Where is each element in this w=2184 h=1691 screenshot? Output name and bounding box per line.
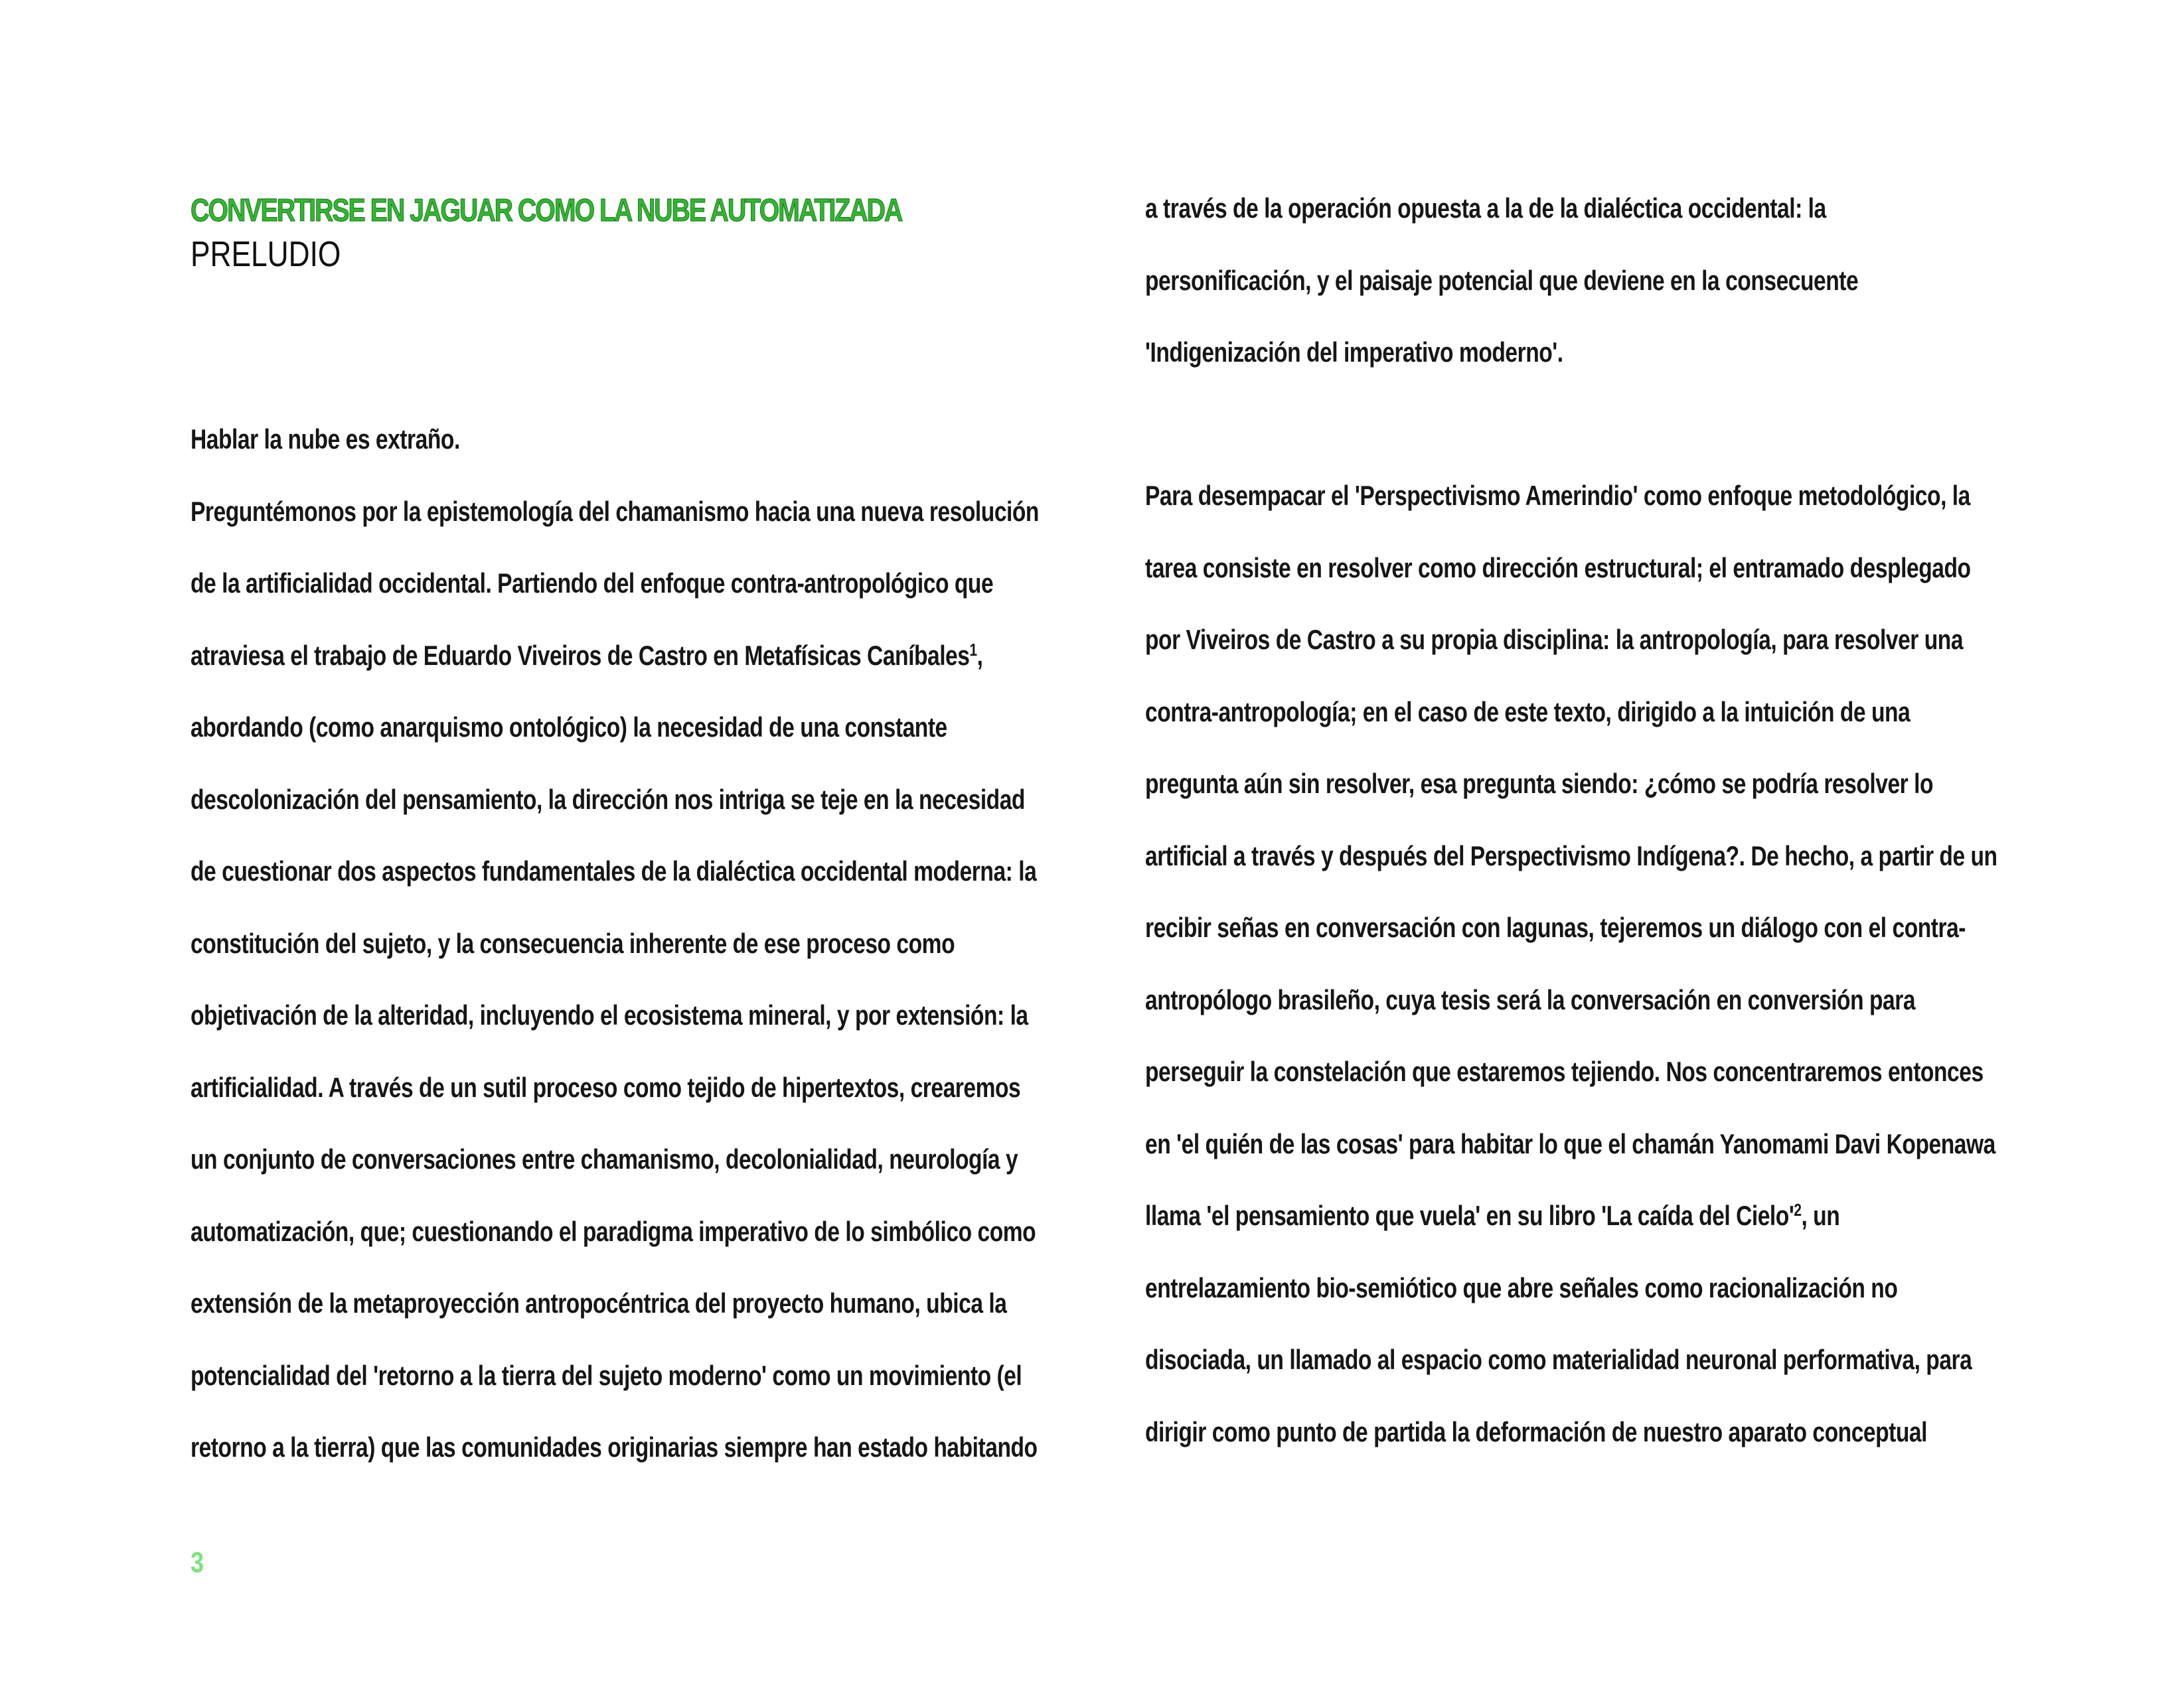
right-column-paragraph: [1145, 460, 2028, 1468]
right-column-continuation: [1145, 173, 2028, 389]
text-line-with-footnote: [1145, 1180, 1839, 1252]
section-title: PRELUDIO: [191, 234, 341, 274]
text-line: por Viveiros de Castro a su propia disciplina: la antropología, para resolver una: [1145, 624, 1964, 655]
text-line: 'Indigenización del imperativo moderno'.: [1145, 336, 1563, 368]
text-line: potencialidad del 'retorno a la tierra del sujeto moderno' como un movimiento (el: [191, 1359, 1022, 1391]
text-line: llama 'el pensamiento que vuela' en su libro 'La caída del Cielo': [1145, 1200, 1794, 1231]
text-line-with-footnote: [191, 620, 982, 692]
footnote-ref-2[interactable]: 2: [1794, 1200, 1802, 1220]
chapter-title: CONVERTIRSE EN JAGUAR COMO LA NUBE AUTOMATIZADA: [191, 193, 902, 228]
text-line: perseguir la constelación que estaremos tejiendo. Nos concentraremos entonces: [1145, 1056, 1984, 1087]
text-line: un conjunto de conversaciones entre chamanismo, decolonialidad, neurología y: [191, 1143, 1018, 1175]
footnote-trailing-text: , un: [1801, 1200, 1840, 1231]
text-line: artificialidad. A través de un sutil proceso como tejido de hipertextos, crearemos: [191, 1071, 1021, 1103]
opening-sentence: [191, 404, 1053, 476]
text-line: constitución del sujeto, y la consecuencia inherente de ese proceso como: [191, 927, 955, 959]
text-line: extensión de la metaproyección antropocéntrica del proyecto humano, ubica la: [191, 1287, 1007, 1319]
footnote-ref-1[interactable]: 1: [969, 639, 977, 660]
paragraph-intro: [191, 476, 1053, 1484]
text-line: atraviesa el trabajo de Eduardo Viveiros de Castro en Metafísicas Caníbales: [191, 639, 970, 671]
text-line: objetivación de la alteridad, incluyendo el ecosistema mineral, y por extensión: la: [191, 999, 1028, 1031]
text-line: antropólogo brasileño, cuya tesis será la conversación en conversión para: [1145, 984, 1916, 1015]
text-line: retorno a la tierra) que las comunidades originarias siempre han estado habitando: [191, 1432, 1038, 1463]
text-line: descolonización del pensamiento, la dirección nos intriga se teje en la necesidad: [191, 783, 1025, 815]
paragraph-continuation: [1145, 173, 2028, 389]
text-line: contra-antropología; en el caso de este texto, dirigido a la intuición de una: [1145, 696, 1911, 727]
text-line: Para desempacar el 'Perspectivismo Amerindio' como enfoque metodológico, la: [1145, 480, 1970, 511]
text-line: de la artificialidad occidental. Partiendo del enfoque contra-antropológico que: [191, 567, 994, 599]
text-line: entrelazamiento bio-semiótico que abre señales como racionalización no: [1145, 1272, 1898, 1303]
text-line: abordando (como anarquismo ontológico) la necesidad de una constante: [191, 711, 947, 743]
text-line: automatización, que; cuestionando el paradigma imperativo de lo simbólico como: [191, 1215, 1036, 1247]
page-number: 3: [191, 1546, 204, 1579]
opening-text: Hablar la nube es extraño.: [191, 423, 460, 455]
text-line: tarea consiste en resolver como dirección estructural; el entramado desplegado: [1145, 551, 1971, 583]
paragraph-perspectivismo: [1145, 460, 2028, 1468]
text-line: personificación, y el paisaje potencial que deviene en la consecuente: [1145, 264, 1859, 296]
text-line: artificial a través y después del Perspectivismo Indígena?. De hecho, a partir de un: [1145, 840, 1997, 871]
text-line: pregunta aún sin resolver, esa pregunta siendo: ¿cómo se podría resolver lo: [1145, 768, 1934, 799]
text-line: recibir señas en conversación con lagunas, tejeremos un diálogo con el contra-: [1145, 912, 1966, 943]
text-line: Preguntémonos por la epistemología del chamanismo hacia una nueva resolución: [191, 495, 1039, 527]
footnote-trailing-text: ,: [976, 639, 983, 671]
text-line: a través de la operación opuesta a la de la dialéctica occidental: la: [1145, 192, 1826, 224]
text-line: en 'el quién de las cosas' para habitar lo que el chamán Yanomami Davi Kopenawa: [1145, 1128, 1995, 1159]
text-line: dirigir como punto de partida la deformación de nuestro aparato conceptual: [1145, 1416, 1927, 1447]
text-line: de cuestionar dos aspectos fundamentales de la dialéctica occidental moderna: la: [191, 855, 1037, 887]
left-column: [191, 404, 1053, 1484]
text-line: disociada, un llamado al espacio como materialidad neuronal performativa, para: [1145, 1344, 1972, 1375]
